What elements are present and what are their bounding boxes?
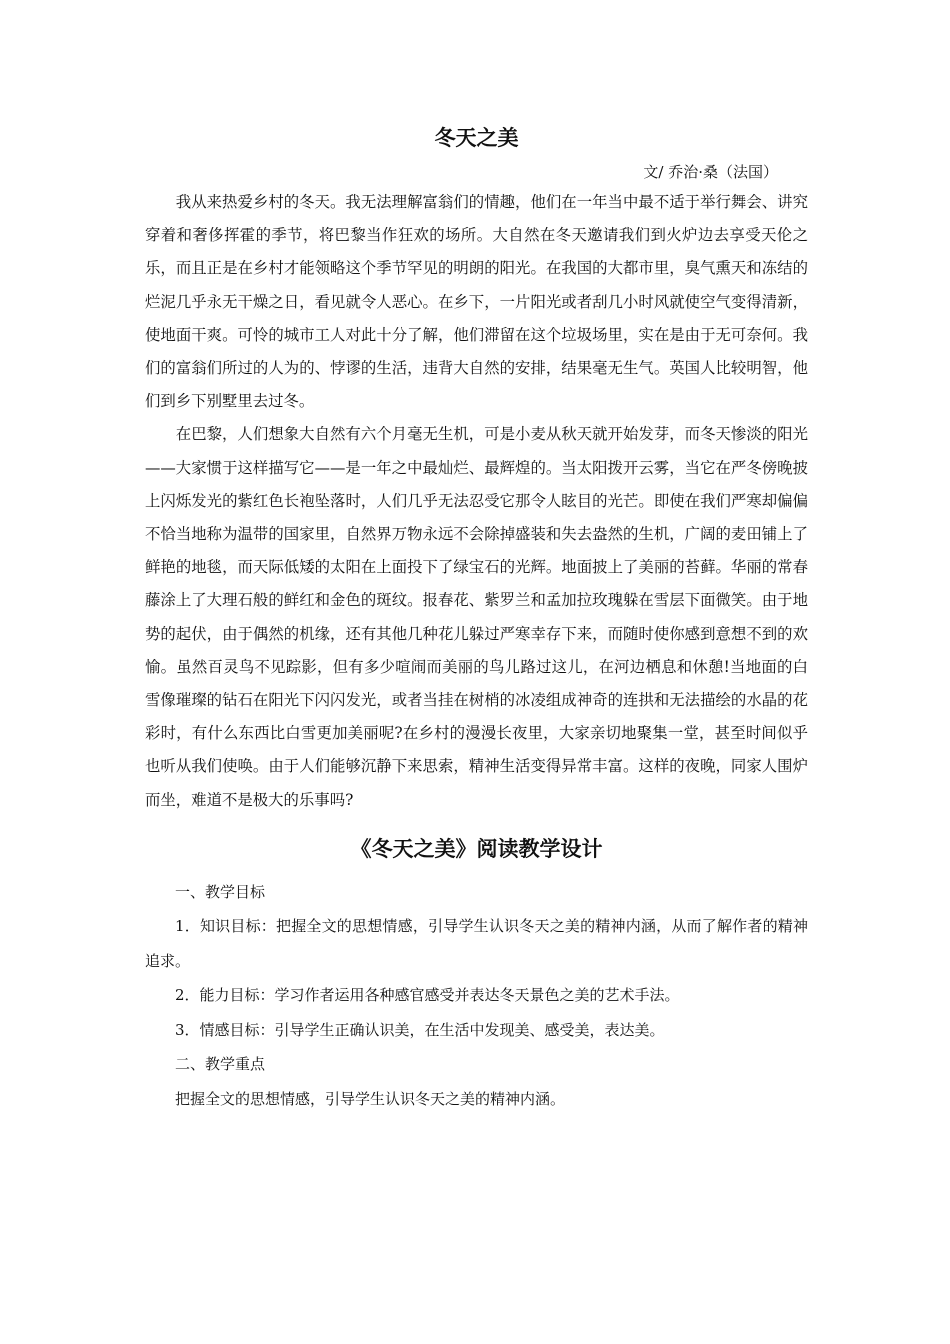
- section-heading-focus: 二、教学重点: [175, 1055, 266, 1074]
- article-author: 文/ 乔治·桑（法国）: [643, 163, 778, 181]
- goal-ability: 2．能力目标：学习作者运用各种感官感受并表达冬天景色之美的艺术手法。: [175, 986, 680, 1005]
- article-paragraph-2: 在巴黎，人们想象大自然有六个月毫无生机，可是小麦从秋天就开始发芽，而冬天惨淡的阳光——大家惯于这样描写它——是一年之中最灿烂、最辉煌的。当太阳拨开云雾，当它在严冬傍晚披上闪烁发光的紫红色长袍坠落时，人们几乎无法忍受它那令人眩目的光芒。即使在我们严寒却偏偏不恰当地称为温带的国家里，自然界万物永远不会除掉盛装和失去盎然的生机，广阔的麦田铺上了鲜艳的地毯，而天际低矮的太阳在上面投下了绿宝石的光辉。地面披上了美丽的苔藓。华丽的常春藤涂上了大理石般的鲜红和金色的斑纹。报春花、紫罗兰和孟加拉玫瑰躲在雪层下面微笑。由于地势的起伏，由于偶然的机缘，还有其他几种花儿躲过严寒幸存下来，而随时使你感到意想不到的欢愉。虽然百灵鸟不见踪影，但有多少喧闹而美丽的鸟儿路过这儿，在河边栖息和休憩!当地面的白雪像璀璨的钻石在阳光下闪闪发光，或者当挂在树梢的冰凌组成神奇的连拱和无法描绘的水晶的花彩时，有什么东西比白雪更加美丽呢?在乡村的漫漫长夜里，大家亲切地聚集一堂，甚至时间似乎也听从我们使唤。由于人们能够沉静下来思索，精神生活变得异常丰富。这样的夜晚，同家人围炉而坐，难道不是极大的乐事吗?: [145, 425, 808, 809]
- article-title: 冬天之美: [434, 125, 519, 150]
- section-heading-goals: 一、教学目标: [175, 882, 266, 901]
- focus-text: 把握全文的思想情感，引导学生认识冬天之美的精神内涵。: [175, 1089, 566, 1108]
- design-title: 《冬天之美》阅读教学设计: [350, 835, 603, 861]
- goal-knowledge: 1．知识目标：把握全文的思想情感，引导学生认识冬天之美的精神内涵，从而了解作者的精神追求。: [145, 917, 808, 970]
- article-paragraph-1: 我从来热爱乡村的冬天。我无法理解富翁们的情趣，他们在一年当中最不适于举行舞会、讲究穿着和奢侈挥霍的季节，将巴黎当作狂欢的场所。大自然在冬天邀请我们到火炉边去享受天伦之乐，而且正是在乡村才能领略这个季节罕见的明朗的阳光。在我国的大都市里，臭气熏天和冻结的烂泥几乎永无干燥之日，看见就令人恶心。在乡下，一片阳光或者刮几小时风就使空气变得清新，使地面干爽。可怜的城市工人对此十分了解，他们滞留在这个垃圾场里，实在是由于无可奈何。我们的富翁们所过的人为的、悖谬的生活，违背大自然的安排，结果毫无生气。英国人比较明智，他们到乡下别墅里去过冬。: [145, 193, 808, 411]
- document-content: [145, 118, 808, 1116]
- goal-emotion: 3．情感目标：引导学生正确认识美，在生活中发现美、感受美，表达美。: [175, 1020, 665, 1039]
